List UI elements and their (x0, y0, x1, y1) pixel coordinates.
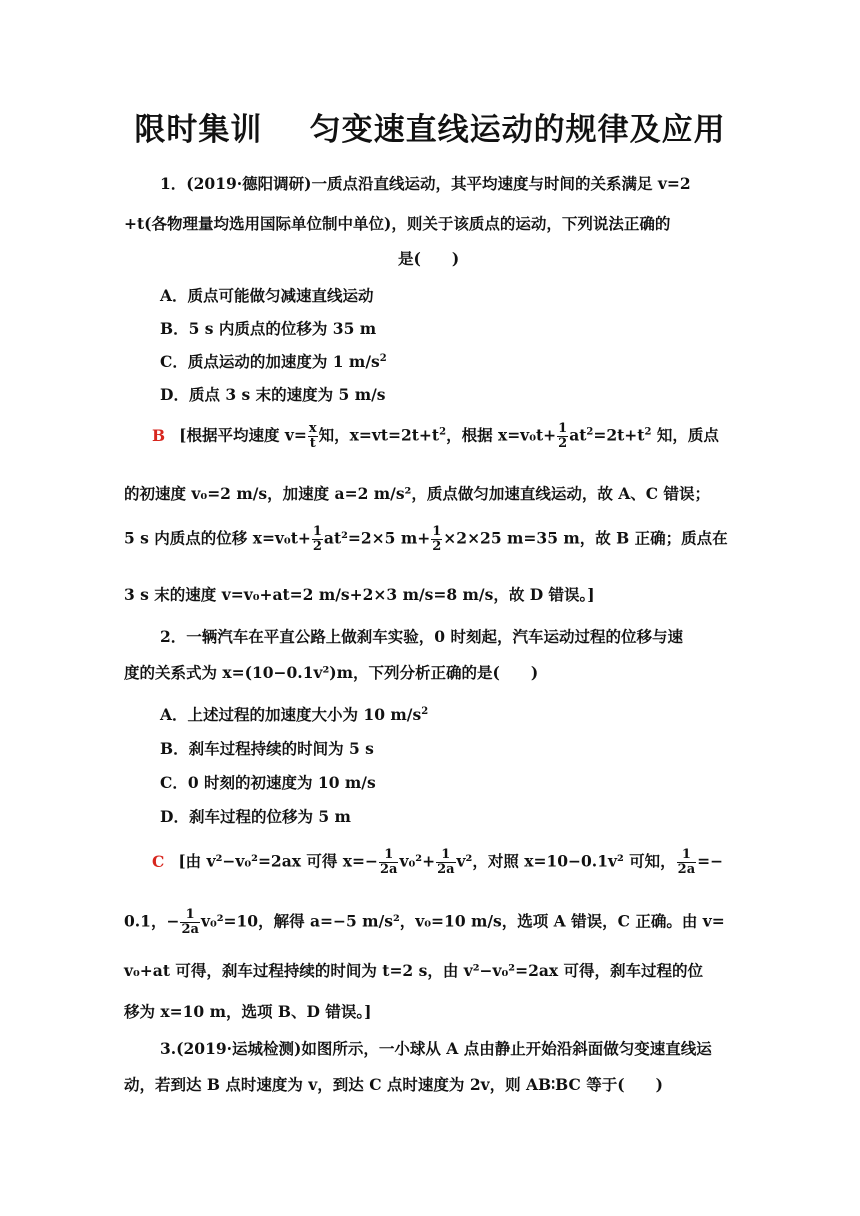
numerator: 1 (436, 848, 455, 863)
denominator: 2a (181, 922, 199, 937)
q2-option-b: B．刹车过程持续的时间为 5 s (160, 739, 374, 758)
fraction-1-over-2a (379, 848, 398, 877)
text: v₀²+ (399, 851, 436, 871)
denominator: 2 (312, 539, 322, 554)
q1-stem-line3: 是( ) (398, 249, 460, 268)
text: 知，质点 (651, 425, 719, 445)
q1-answer: B (152, 425, 166, 445)
fraction-x-over-t (308, 422, 318, 451)
q1-solution-line4: 3 s 末的速度 v=v₀+at=2 m/s+2×3 m/s=8 m/s，故 D 错误。] (124, 585, 595, 604)
q2-option-d: D．刹车过程的位移为 5 m (160, 807, 351, 826)
text: [根据平均速度 v= (179, 425, 307, 445)
q2-solution-line2 (124, 908, 725, 937)
fraction-half (431, 525, 442, 554)
denominator: t (309, 436, 316, 451)
numerator: 1 (432, 524, 442, 539)
text: =− (697, 851, 724, 871)
sup: 2 (421, 705, 429, 717)
q1-option-c-text: C．质点运动的加速度为 1 m/s (160, 352, 380, 371)
q2-stem-line1: 2．一辆汽车在平直公路上做刹车实验，0 时刻起，汽车运动过程的位移与速 (160, 627, 683, 646)
q2-option-a (160, 703, 428, 725)
text: 5 s 内质点的位移 x=v₀t+ (124, 528, 311, 548)
denominator: 2 (432, 539, 442, 554)
q1-stem-line2: +t(各物理量均选用国际单位制中单位)，则关于该质点的运动，下列说法正确的 (124, 214, 671, 233)
denominator: 2a (677, 862, 696, 877)
fraction-half (312, 525, 323, 554)
sup: 2 (586, 426, 594, 438)
fraction-half (557, 422, 568, 451)
page-title: 限时集训 匀变速直线运动的规律及应用 (134, 112, 726, 148)
q1-stem-line1: 1．(2019·德阳调研)一质点沿直线运动，其平均速度与时间的关系满足 v=2 (160, 174, 691, 193)
text: v²，对照 x=10−0.1v² 可知， (456, 851, 676, 871)
sup: 2 (644, 426, 652, 438)
text: ，根据 x=v₀t+ (446, 425, 557, 445)
text: 0.1，− (124, 911, 180, 931)
sup: 2 (439, 426, 447, 438)
q1-solution-line1 (152, 422, 719, 451)
text: 知，x=vt=2t+t (318, 425, 440, 445)
text: =2t+t (593, 425, 645, 445)
q2-stem-line2: 度的关系式为 x=(10−0.1v²)m，下列分析正确的是( ) (124, 663, 539, 682)
text: [由 v²−v₀²=2ax 可得 x=− (178, 851, 379, 871)
text: at (569, 425, 587, 445)
numerator: 1 (180, 908, 199, 923)
fraction-1-over-2a (180, 908, 199, 937)
denominator: 2 (558, 436, 568, 451)
q1-option-c (160, 350, 387, 372)
q2-option-a-text: A．上述过程的加速度大小为 10 m/s (160, 705, 422, 724)
q3-stem-line2: 动，若到达 B 点时速度为 v，到达 C 点时速度为 2v，则 AB∶BC 等于( ) (124, 1075, 663, 1094)
q1-option-a: A．质点可能做匀减速直线运动 (160, 286, 374, 305)
text: v₀²=10，解得 a=−5 m/s²，v₀=10 m/s，选项 A 错误，C 正确。由 v= (200, 911, 725, 931)
denominator: 2a (437, 862, 455, 877)
text: at²=2×5 m+ (323, 528, 431, 548)
q1-option-d: D．质点 3 s 末的速度为 5 m/s (160, 385, 386, 404)
numerator: 1 (312, 524, 322, 539)
q3-stem-line1: 3.(2019·运城检测)如图所示，一小球从 A 点由静止开始沿斜面做匀变速直线运 (160, 1039, 712, 1058)
numerator: x (308, 421, 317, 436)
q1-option-b: B．5 s 内质点的位移为 35 m (160, 319, 377, 338)
q2-solution-line1 (152, 848, 723, 877)
q2-solution-line3: v₀+at 可得，刹车过程持续的时间为 t=2 s，由 v²−v₀²=2ax 可得，刹车过程的位 (124, 961, 704, 980)
fraction-1-over-2a (436, 848, 455, 877)
denominator: 2a (380, 862, 398, 877)
fraction-1-over-2a (677, 848, 696, 877)
numerator: 1 (677, 848, 696, 863)
numerator: 1 (379, 848, 398, 863)
q2-solution-line4: 移为 x=10 m，选项 B、D 错误。] (124, 1002, 372, 1021)
text: ×2×25 m=35 m，故 B 正确；质点在 (443, 528, 728, 548)
sup: 2 (379, 352, 387, 364)
q1-solution-line3 (124, 525, 728, 554)
numerator: 1 (558, 421, 568, 436)
q2-option-c: C．0 时刻的初速度为 10 m/s (160, 773, 376, 792)
q2-answer: C (152, 851, 165, 871)
q1-solution-line2: 的初速度 v₀=2 m/s，加速度 a=2 m/s²，质点做匀加速直线运动，故 A、C 错误； (124, 484, 710, 503)
